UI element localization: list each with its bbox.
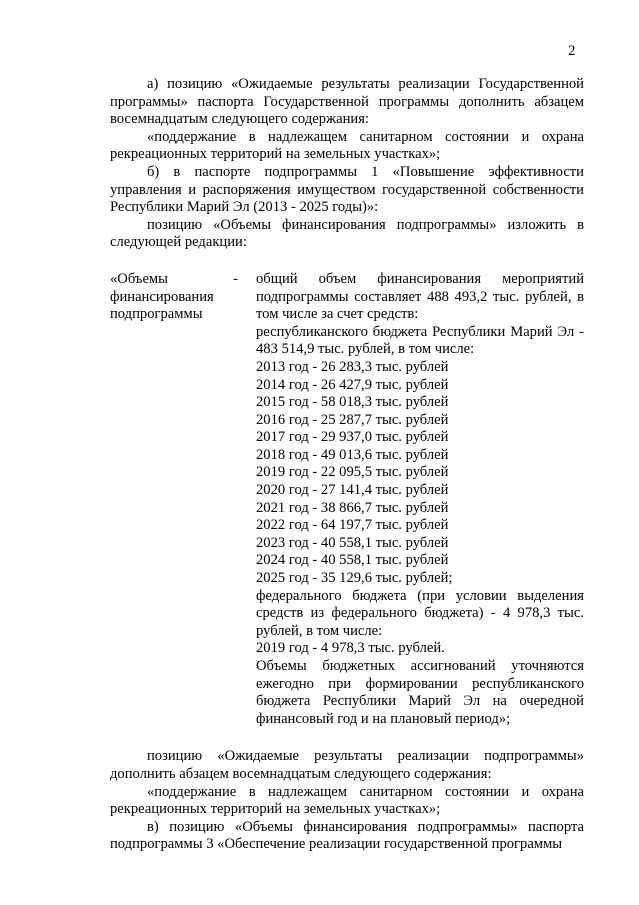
paragraph-a: а) позицию «Ожидаемые результаты реализации Государственной программы» паспорта Государственной программы дополнить абзацем восемнадцатым следующего содержания: (110, 76, 584, 128)
total-financing: общий объем финансирования мероприятий подпрограммы составляет 488 493,2 тыс. рублей, в том числе за счет средств: (256, 270, 584, 323)
year-item: 2016 год - 25 287,7 тыс. рублей (256, 411, 449, 428)
financing-table (110, 271, 584, 728)
expected-results-paragraph: позицию «Ожидаемые результаты реализации подпрограммы» дополнить абзацем восемнадцатым следующего содержания: (110, 748, 584, 782)
financing-details (256, 271, 584, 728)
year-item: 2014 год - 26 427,9 тыс. рублей (256, 376, 449, 393)
federal-budget: федерального бюджета (при условии выделения средств из федерального бюджета) - 4 978,3 тыс. рублей, в том числе: (256, 587, 584, 639)
label-dash: - (233, 270, 238, 287)
year-item: 2018 год - 49 013,6 тыс. рублей (256, 446, 449, 463)
yearly-list (256, 359, 584, 588)
year-item: 2017 год - 29 937,0 тыс. рублей (256, 429, 449, 446)
federal-year-item: 2019 год - 4 978,3 тыс. рублей. (256, 640, 445, 657)
year-item: 2013 год - 26 283,3 тыс. рублей (256, 358, 449, 375)
year-item: 2025 год - 35 129,6 тыс. рублей; (256, 570, 453, 587)
year-item: 2022 год - 64 197,7 тыс. рублей (256, 517, 449, 534)
year-item: 2020 год - 27 141,4 тыс. рублей (256, 482, 449, 499)
quote-paragraph: «поддержание в надлежащем санитарном состоянии и охрана рекреационных территорий на земельных участках»; (110, 128, 584, 163)
financing-label: «Объемы финансирования подпрограммы (110, 270, 214, 323)
allocation-note: Объемы бюджетных ассигнований уточняются ежегодно при формировании республиканского бюджета Республики Марий Эл на очередной финансовый год и на плановый период»; (256, 658, 584, 727)
year-item: 2021 год - 38 866,7 тыс. рублей (256, 499, 449, 516)
document-body (110, 76, 584, 854)
year-item: 2023 год - 40 558,1 тыс. рублей (256, 534, 449, 551)
paragraph-v: в) позицию «Объемы финансирования подпрограммы» паспорта подпрограммы 3 «Обеспечение реализации государственной программы (110, 818, 584, 853)
year-item: 2019 год - 22 095,5 тыс. рублей (256, 464, 449, 481)
financing-label-cell (110, 271, 238, 728)
paragraph-b: б) в паспорте подпрограммы 1 «Повышение эффективности управления и распоряжения имуществом государственной собственности Республики Марий Эл (2013 - 2025 годы)»: (110, 163, 584, 216)
year-item: 2024 год - 40 558,1 тыс. рублей (256, 552, 449, 569)
position-paragraph: позицию «Объемы финансирования подпрограммы» изложить в следующей редакции: (110, 216, 584, 251)
quote-paragraph-2: «поддержание в надлежащем санитарном состоянии и охрана рекреационных территорий на земельных участках»; (110, 783, 584, 818)
regional-budget: республиканского бюджета Республики Марий Эл - 483 514,9 тыс. рублей, в том числе: (256, 323, 584, 358)
page-number: 2 (568, 43, 576, 59)
year-item: 2015 год - 58 018,3 тыс. рублей (256, 394, 449, 411)
